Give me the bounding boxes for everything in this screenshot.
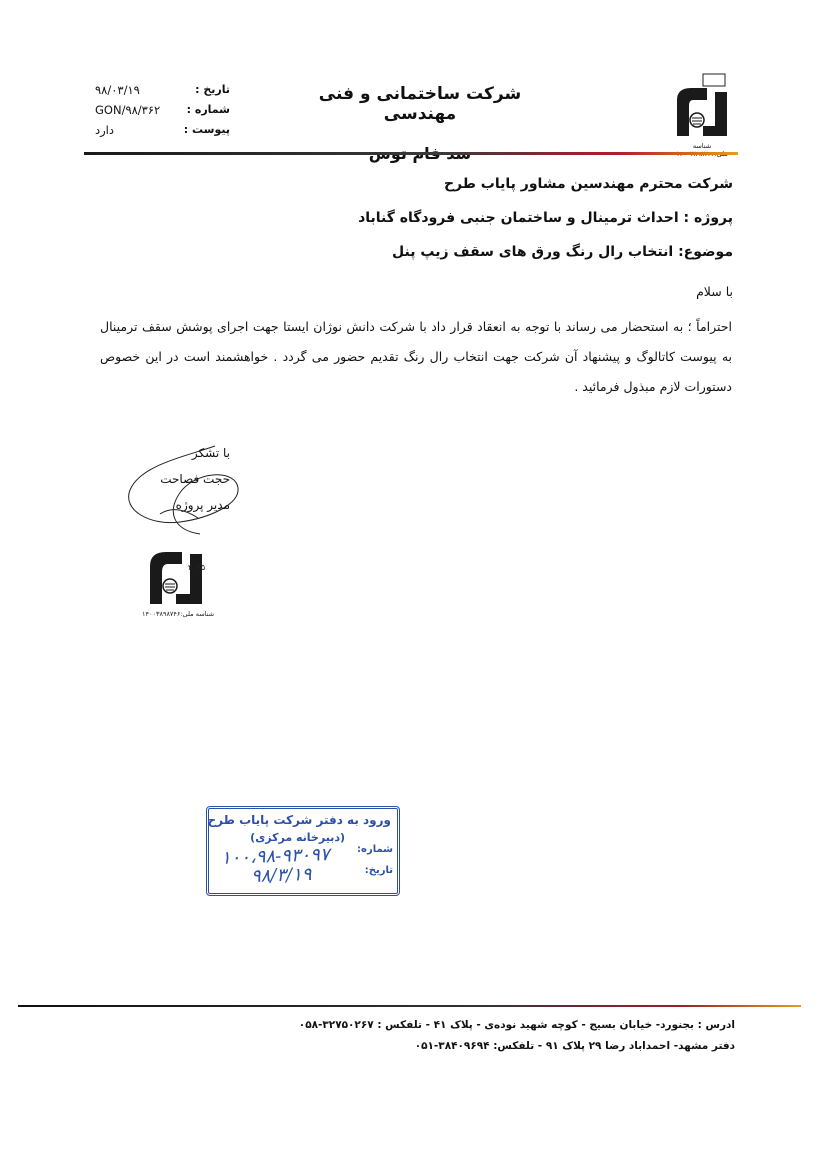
- date-value: ۹۸/۰۳/۱۹: [95, 83, 140, 97]
- company-stamp-icon: [142, 552, 214, 618]
- receipt-stamp-title: ورود به دفتر شرکت پایاب طرح: [207, 813, 391, 827]
- stamp-number: ۴۰۶۵: [188, 563, 206, 572]
- receipt-date-value: ۹۸/۳/۱۹: [250, 863, 312, 888]
- signer-name: حجت فصاحت: [160, 472, 230, 486]
- receipt-date-label: تاریخ:: [364, 865, 393, 876]
- receipt-number-value: ۱۰۰،۹۸-۹۳۰۹۷: [220, 844, 330, 869]
- project-line: پروژه : احداث ترمینال و ساختمان جنبی فرودگاه گناباد: [358, 210, 733, 226]
- number-value: GON/۹۸/۳۶۲: [95, 103, 161, 117]
- subject-line: موضوع: انتخاب رال رنگ ورق های سقف زیپ پنل: [392, 244, 733, 260]
- footer-divider: [18, 1005, 801, 1007]
- receipt-stamp: [206, 806, 400, 896]
- receipt-stamp-subtitle: (دبیرخانه مرکزی): [250, 831, 345, 844]
- greeting: با سلام: [696, 284, 733, 299]
- number-label: شماره :: [186, 103, 230, 116]
- logo-registration: شناسه: [692, 142, 712, 150]
- logo-mark-icon: [667, 70, 735, 142]
- date-row: [95, 80, 230, 100]
- signoff: [110, 440, 230, 518]
- letter-body: احتراماً ؛ به استحضار می رساند با توجه به انعقاد قرار داد با شرکت دانش نوژان ایستا جهت اجرای پوشش سقف ترمینال به پیوست کاتالوگ و پیشنهاد آن شرکت جهت انتخاب رال رنگ تقدیم حضور می گردد . خواهشمند است در این خصوص دستورات لازم مبذول فرمائید .: [100, 319, 732, 394]
- footer-address-line2: دفتر مشهد- احمداباد رضا ۲۹ پلاک ۹۱ - تلفکس: ۳۸۴۰۹۶۹۴-۰۵۱: [414, 1040, 735, 1052]
- footer-address-line1: ادرس : بجنورد- خیابان بسیج - کوچه شهید نوده‌ی - پلاک ۴۱ - تلفکس : ۳۲۷۵۰۲۶۷-۰۵۸: [298, 1019, 735, 1031]
- attachment-value: دارد: [95, 123, 114, 137]
- stamp-registration: شناسه ملی:۱۴۰۰۳۸۹۸۷۴۶: [142, 610, 215, 618]
- attachment-label: پیوست :: [183, 123, 230, 136]
- date-label: تاریخ :: [195, 83, 230, 96]
- signer-title: مدیر پروژه: [175, 498, 230, 512]
- company-logo: [667, 70, 735, 152]
- header-divider: [84, 152, 738, 155]
- attachment-row: [95, 120, 230, 140]
- letter-meta: [95, 80, 230, 140]
- receipt-number-label: شماره:: [357, 844, 393, 855]
- company-line1: شرکت ساختمانی و فنی مهندسی: [318, 84, 522, 124]
- addressee: شرکت محترم مهندسین مشاور پایاب طرح: [443, 176, 733, 192]
- closing: با تشکر: [191, 446, 230, 460]
- number-row: [95, 100, 230, 120]
